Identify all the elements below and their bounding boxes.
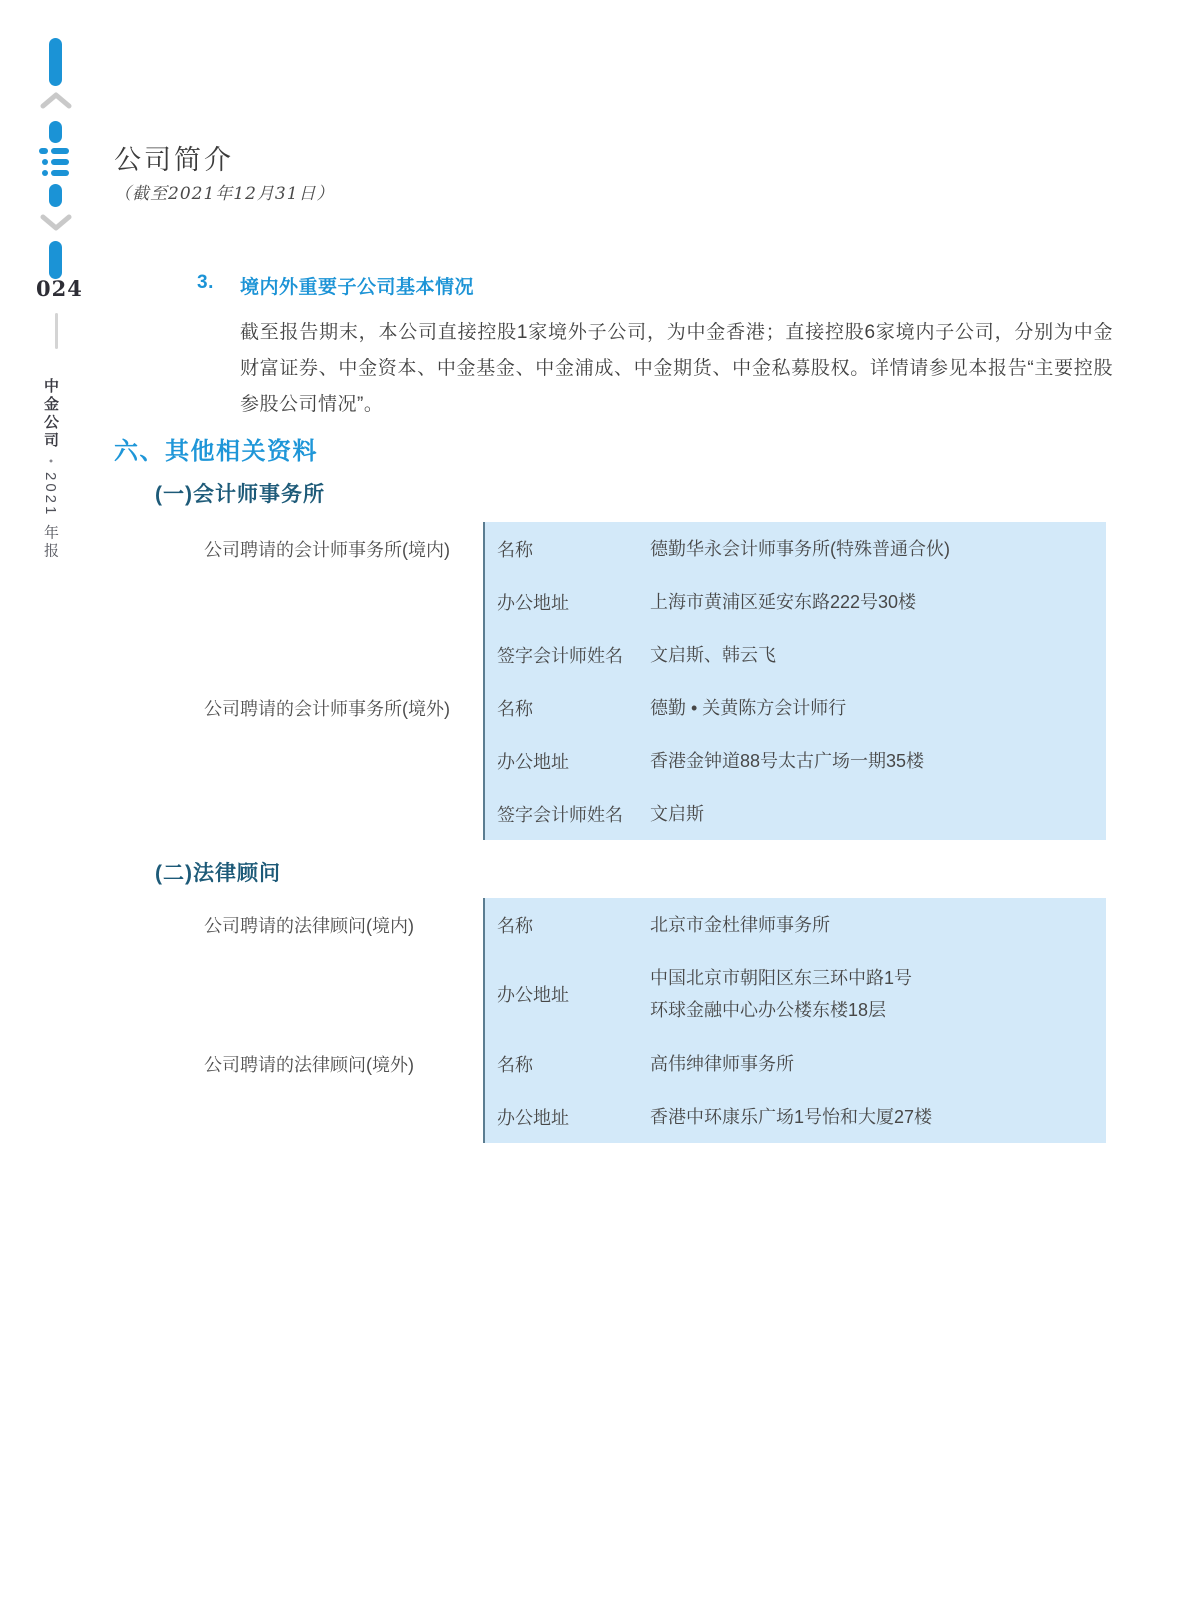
group-rows-panel	[483, 681, 1106, 840]
list-icon	[39, 148, 69, 176]
table-row	[485, 898, 1106, 951]
section-subsidiaries	[197, 272, 1113, 423]
group-rows-panel	[483, 898, 1106, 1037]
table-group	[197, 681, 1106, 840]
deco-bar	[49, 38, 62, 86]
table-row	[485, 1090, 1106, 1143]
row-key: 签字会计师姓名	[497, 645, 623, 666]
legal-advisors-table	[197, 898, 1106, 1143]
bullet-separator: •	[44, 459, 57, 463]
group-label: 公司聘请的会计师事务所(境外)	[197, 681, 483, 734]
page-subtitle: （截至2021年12月31日）	[114, 184, 335, 204]
row-value: 德勤华永会计师事务所(特殊普通合伙)	[650, 538, 950, 559]
table-group	[197, 1037, 1106, 1143]
row-key: 名称	[497, 539, 533, 560]
row-key: 签字会计师姓名	[497, 804, 623, 825]
table-group	[197, 898, 1106, 1037]
row-value: 高伟绅律师事务所	[650, 1053, 794, 1074]
row-key: 名称	[497, 698, 533, 719]
table-row	[485, 951, 1106, 1037]
divider-line	[55, 313, 58, 349]
section-heading-text: 境内外重要子公司基本情况	[240, 277, 475, 298]
chevron-up-icon	[40, 92, 72, 114]
group-rows-panel	[483, 522, 1106, 681]
subsection-accountants-heading: (一)会计师事务所	[155, 483, 325, 506]
row-value-line: 环球金融中心办公楼东楼18层	[650, 1000, 887, 1020]
row-key: 名称	[497, 1054, 533, 1075]
row-value: 德勤 • 关黄陈方会计师行	[650, 697, 847, 718]
row-value	[650, 962, 912, 1026]
group-label: 公司聘请的法律顾问(境内)	[197, 898, 483, 951]
row-value: 文启斯	[650, 803, 704, 824]
accountants-table	[197, 522, 1106, 840]
table-row	[485, 681, 1106, 734]
row-value-line: 中国北京市朝阳区东三环中路1号	[650, 968, 913, 988]
section-other-info-heading: 六、其他相关资料	[114, 438, 318, 465]
row-key: 名称	[497, 915, 533, 936]
side-vertical-text	[40, 378, 61, 560]
table-group	[197, 522, 1106, 681]
table-row	[485, 522, 1106, 575]
deco-bar	[49, 241, 62, 279]
page-number: 024	[36, 276, 83, 301]
row-value: 文启斯、韩云飞	[650, 644, 776, 665]
deco-bar	[49, 184, 62, 207]
deco-bar	[49, 121, 62, 143]
subsection-legal-advisors-heading: (二)法律顾问	[155, 862, 281, 885]
table-row	[485, 628, 1106, 681]
row-key: 办公地址	[497, 985, 569, 1005]
section-body-paragraph: 截至报告期末，本公司直接控股1家境外子公司，为中金香港；直接控股6家境内子公司，分别为中金财富证券、中金资本、中金基金、中金浦成、中金期货、中金私募股权。详情请参见本报告“主要控股参股公司情况”。	[240, 322, 1113, 415]
row-key: 办公地址	[497, 592, 569, 613]
brand-name: 中金公司	[42, 378, 59, 450]
row-key: 办公地址	[497, 751, 569, 772]
row-value: 北京市金杜律师事务所	[650, 914, 830, 935]
group-label: 公司聘请的会计师事务所(境内)	[197, 522, 483, 575]
section-number: 3.	[197, 272, 214, 293]
table-row	[485, 1037, 1106, 1090]
table-row	[485, 734, 1106, 787]
table-row	[485, 575, 1106, 628]
row-value: 香港中环康乐广场1号怡和大厦27楼	[650, 1106, 933, 1127]
row-value: 上海市黄浦区延安东路222号30楼	[650, 591, 917, 612]
group-rows-panel	[483, 1037, 1106, 1143]
row-key: 办公地址	[497, 1107, 569, 1128]
chevron-down-icon	[40, 214, 72, 236]
row-value: 香港金钟道88号太古广场一期35楼	[650, 750, 925, 771]
section-heading	[197, 272, 1113, 299]
table-row	[485, 787, 1106, 840]
year-label: 2021 年报	[42, 471, 59, 561]
page-title: 公司简介	[114, 145, 234, 176]
group-label: 公司聘请的法律顾问(境外)	[197, 1037, 483, 1090]
